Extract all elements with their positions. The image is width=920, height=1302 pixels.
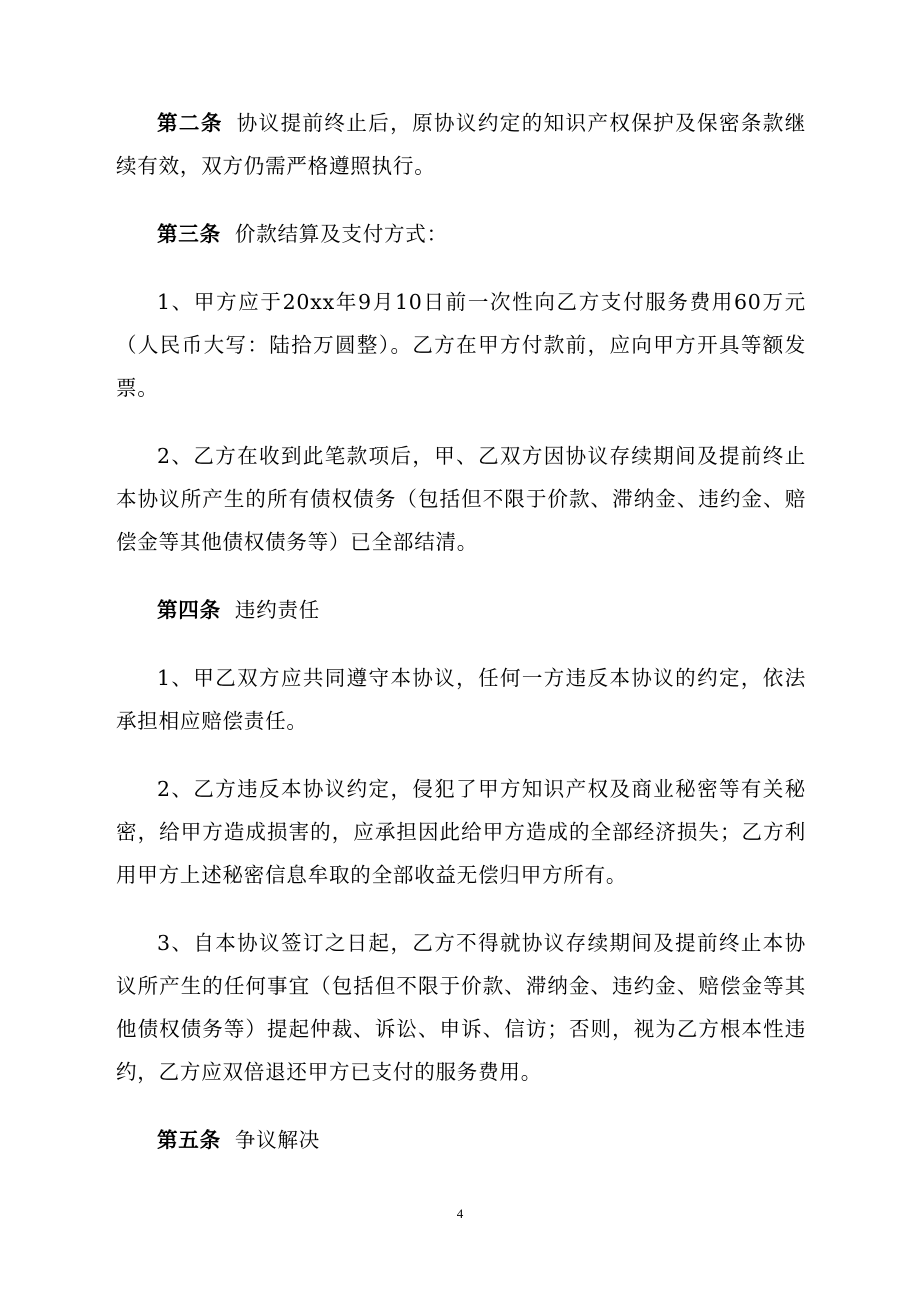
article-3-clause-1 [116, 281, 806, 410]
article-4-clause-3-text: 3、自本协议签订之日起，乙方不得就协议存续期间及提前终止本协议所产生的任何事宜（包括但不限于价款、滞纳金、违约金、赔偿金等其他债权债务等）提起仲裁、诉讼、申诉、信访；否则，视为乙方根本性违约，乙方应双倍退还甲方已支付的服务费用。 [116, 931, 806, 1084]
article-3-text: 价款结算及支付方式： [234, 222, 448, 246]
article-5-heading: 第五条 [157, 1128, 221, 1152]
article-4-clause-2-text: 2、乙方违反本协议约定，侵犯了甲方知识产权及商业秘密等有关秘密，给甲方造成损害的，应承担因此给甲方造成的全部经济损失；乙方利用甲方上述秘密信息牟取的全部收益无偿归甲方所有。 [116, 777, 806, 887]
article-4-paragraph [116, 589, 806, 632]
article-4-text: 违约责任 [234, 598, 321, 622]
article-5-paragraph [116, 1119, 806, 1162]
article-3-clause-2 [116, 435, 806, 564]
article-4-clause-2 [116, 768, 806, 897]
document-body [116, 102, 806, 1187]
article-3-clause-1-text: 1、甲方应于20xx年9月10日前一次性向乙方支付服务费用60万元（人民币大写：陆拾万圆整）。乙方在甲方付款前，应向甲方开具等额发票。 [116, 290, 806, 400]
article-2-paragraph [116, 102, 806, 188]
article-4-clause-1 [116, 657, 806, 743]
article-2-heading: 第二条 [157, 111, 223, 135]
article-4-clause-3 [116, 922, 806, 1094]
article-3-clause-2-text: 2、乙方在收到此笔款项后，甲、乙双方因协议存续期间及提前终止本协议所产生的所有债权债务（包括但不限于价款、滞纳金、违约金、赔偿金等其他债权债务等）已全部结清。 [116, 444, 806, 554]
article-5-text: 争议解决 [234, 1128, 321, 1152]
article-3-paragraph [116, 213, 806, 256]
article-2-text: 协议提前终止后，原协议约定的知识产权保护及保密条款继续有效，双方仍需严格遵照执行。 [116, 111, 806, 178]
article-4-clause-1-text: 1、甲乙双方应共同遵守本协议，任何一方违反本协议的约定，依法承担相应赔偿责任。 [116, 666, 806, 733]
article-4-heading: 第四条 [157, 598, 221, 622]
page-number: 4 [456, 1206, 464, 1221]
article-3-heading: 第三条 [157, 222, 221, 246]
